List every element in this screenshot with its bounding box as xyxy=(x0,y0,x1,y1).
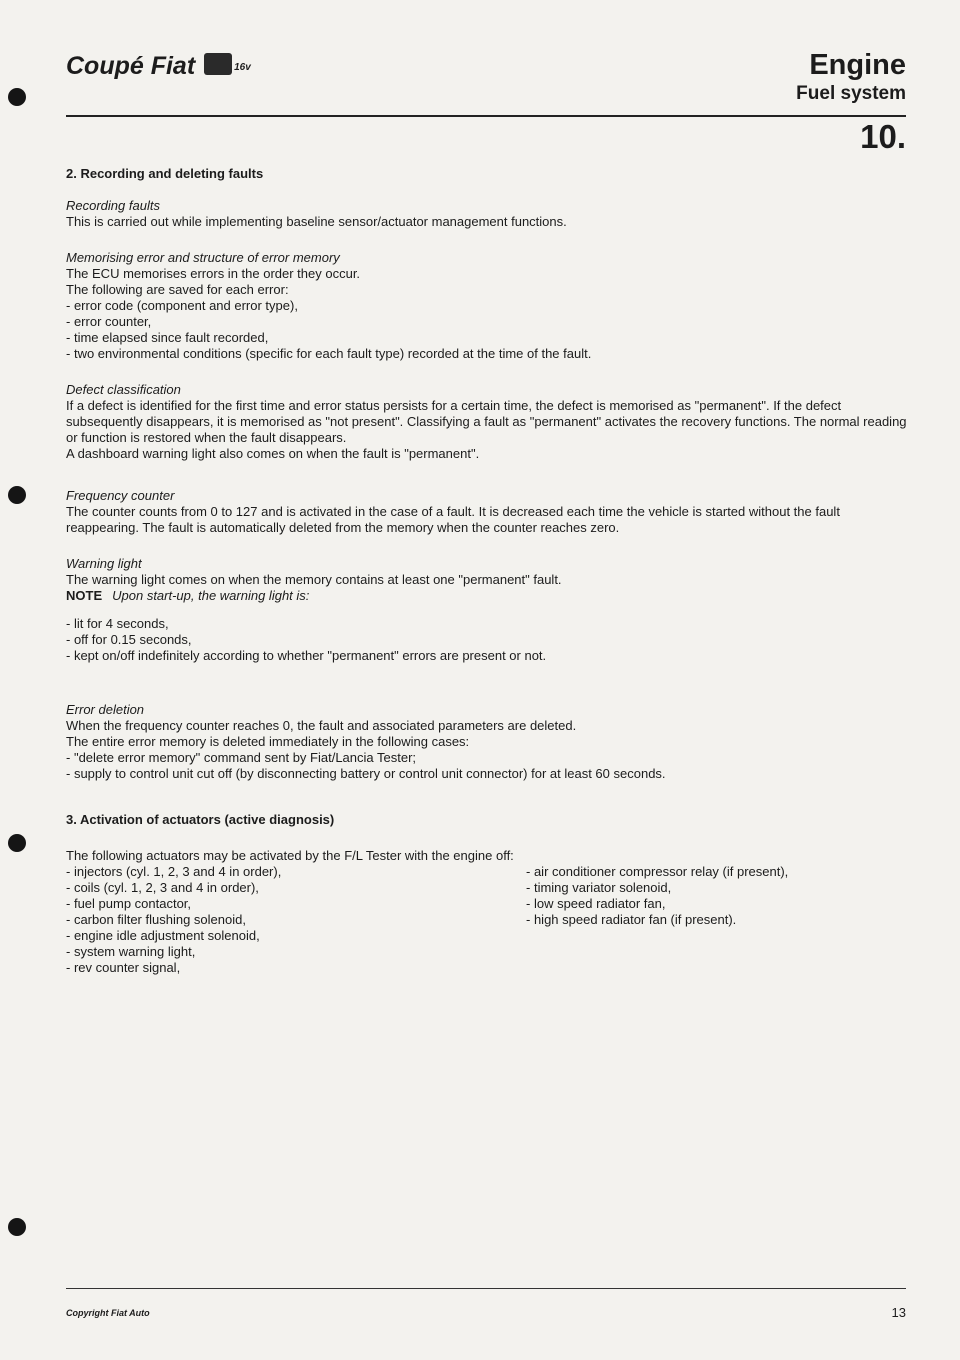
section-3-intro: The following actuators may be activated by the F/L Tester with the engine off: xyxy=(66,848,514,863)
binder-hole-icon xyxy=(8,486,26,504)
brand-name: Coupé Fiat xyxy=(66,52,196,80)
header-rule xyxy=(66,115,906,117)
list-item: - engine idle adjustment solenoid, xyxy=(66,928,526,944)
actuator-columns xyxy=(66,864,908,976)
list-item: - lit for 4 seconds, xyxy=(66,616,908,632)
frequency-counter-heading: Frequency counter xyxy=(66,488,175,503)
note-label: NOTE xyxy=(66,588,103,603)
memorising-text-2: The following are saved for each error: xyxy=(66,282,289,297)
chapter-title: Engine xyxy=(809,49,906,81)
error-deletion-text-1: When the frequency counter reaches 0, the fault and associated parameters are deleted. xyxy=(66,718,577,733)
frequency-counter-text: The counter counts from 0 to 127 and is activated in the case of a fault. It is decreased each time the vehicle is started without the fault reappearing. The fault is automatically deleted from the memory when the counter reaches zero. xyxy=(66,504,840,535)
actuator-list-right xyxy=(526,864,908,976)
error-deletion-text-2: The entire error memory is deleted immediately in the following cases: xyxy=(66,734,470,749)
recording-faults-text: This is carried out while implementing baseline sensor/actuator management functions. xyxy=(66,214,567,229)
list-item: - time elapsed since fault recorded, xyxy=(66,330,908,346)
binder-hole-icon xyxy=(8,834,26,852)
binder-hole-icon xyxy=(8,1218,26,1236)
page-number: 13 xyxy=(891,1305,906,1320)
list-item: - carbon filter flushing solenoid, xyxy=(66,912,526,928)
section-number: 10. xyxy=(860,118,906,155)
list-item: - "delete error memory" command sent by Fiat/Lancia Tester; xyxy=(66,750,908,766)
error-deletion-list xyxy=(66,750,908,782)
list-item: - fuel pump contactor, xyxy=(66,896,526,912)
binder-hole-icon xyxy=(8,88,26,106)
subchapter-title: Fuel system xyxy=(796,83,906,104)
list-item: - high speed radiator fan (if present). xyxy=(526,912,908,928)
memorising-list xyxy=(66,298,908,362)
actuator-list-left xyxy=(66,864,526,976)
defect-classification-text-1: If a defect is identified for the first time and error status persists for a certain time, the defect is memorised as "permanent". If the defect subsequently disappears, it is memorised as "not present". Classifying a fault as "permanent" activates the recovery functions. The normal reading or function is restored when the fault disappears. xyxy=(66,398,907,445)
list-item: - timing variator solenoid, xyxy=(526,880,908,896)
list-item: - injectors (cyl. 1, 2, 3 and 4 in order), xyxy=(66,864,526,880)
section-2-title: 2. Recording and deleting faults xyxy=(66,166,264,181)
fiat-logo-icon xyxy=(204,53,232,75)
warning-light-text: The warning light comes on when the memory contains at least one "permanent" fault. xyxy=(66,572,562,587)
memorising-text-1: The ECU memorises errors in the order they occur. xyxy=(66,266,361,281)
memorising-heading: Memorising error and structure of error memory xyxy=(66,250,340,265)
list-item: - low speed radiator fan, xyxy=(526,896,908,912)
note-list xyxy=(66,616,908,664)
list-item: - supply to control unit cut off (by disconnecting battery or control unit connector) for at least 60 seconds. xyxy=(66,766,908,782)
footer-rule xyxy=(66,1288,906,1289)
list-item: - coils (cyl. 1, 2, 3 and 4 in order), xyxy=(66,880,526,896)
engine-version: 16v xyxy=(234,61,251,73)
list-item: - air conditioner compressor relay (if present), xyxy=(526,864,908,880)
list-item: - error counter, xyxy=(66,314,908,330)
error-deletion-heading: Error deletion xyxy=(66,702,145,717)
list-item: - kept on/off indefinitely according to whether "permanent" errors are present or not. xyxy=(66,648,908,664)
brand-header xyxy=(66,52,251,81)
defect-classification-heading: Defect classification xyxy=(66,382,181,397)
list-item: - two environmental conditions (specific for each fault type) recorded at the time of the fault. xyxy=(66,346,908,362)
note-text: Upon start-up, the warning light is: xyxy=(112,588,310,603)
chapter-header xyxy=(796,48,906,106)
list-item: - error code (component and error type), xyxy=(66,298,908,314)
recording-faults-heading: Recording faults xyxy=(66,198,160,213)
section-3-title: 3. Activation of actuators (active diagnosis) xyxy=(66,812,335,827)
list-item: - off for 0.15 seconds, xyxy=(66,632,908,648)
list-item: - rev counter signal, xyxy=(66,960,526,976)
note xyxy=(66,588,908,604)
defect-classification-text-2: A dashboard warning light also comes on when the fault is "permanent". xyxy=(66,446,480,461)
warning-light-heading: Warning light xyxy=(66,556,142,571)
page-content xyxy=(66,166,908,976)
list-item: - system warning light, xyxy=(66,944,526,960)
copyright: Copyright Fiat Auto xyxy=(66,1308,150,1318)
